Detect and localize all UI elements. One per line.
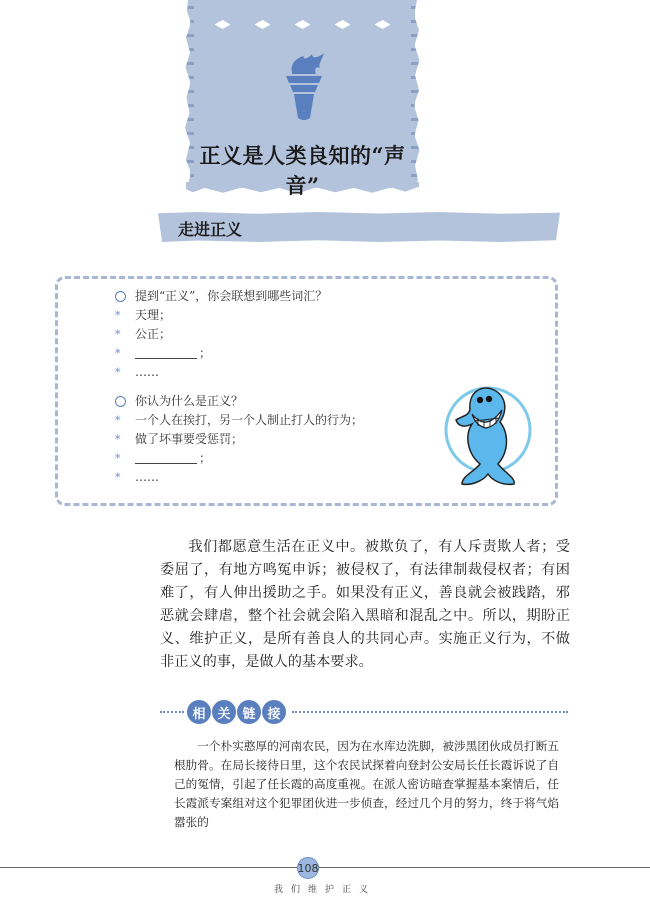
footer-rule — [0, 867, 650, 868]
answer-item: * …… — [115, 363, 363, 382]
title-chip: 相 — [187, 700, 211, 724]
chapter-banner — [190, 0, 415, 198]
body-paragraph: 我们都愿意生活在正义中。被欺负了，有人斥责欺人者；受委屈了，有地方鸣冤申诉；被侵权了，有法律制裁侵权者；有困难了，有人伸出援助之手。如果没有正义，善良就会被践踏，邪恶就会肆虐，整个社会就会陷入黑暗和混乱之中。所以，期盼正义、维护正义，是所有善良人的共同心声。实施正义行为，不做非正义的事，是做人的基本要求。 — [160, 539, 570, 670]
diamond-icon — [375, 20, 391, 29]
circle-bullet-icon — [115, 396, 126, 407]
asterisk-bullet-icon: * — [115, 309, 121, 322]
diamond-icon — [255, 20, 271, 29]
dotted-divider — [292, 711, 568, 713]
related-story-text: 一个朴实憨厚的河南农民，因为在水库边洗脚，被涉黑团伙成员打断五根肋骨。在局长接待日里，这个农民试探着向登封公安局长任长霞诉说了自己的冤情，引起了任长霞的高度重视。在派人密访暗查掌握基本案情后，任长霞派专案组对这个犯罪团伙进一步侦查，经过几个月的努力，终于将气焰嚣张的 — [174, 739, 559, 829]
answer-item: * …… — [115, 468, 363, 487]
section-title: 走进正义 — [178, 220, 243, 239]
answer-item: * 公正； — [115, 325, 363, 344]
answer-item: * 一个人在挨打，另一个人制止打人的行为； — [115, 411, 363, 430]
asterisk-bullet-icon: * — [115, 471, 121, 484]
asterisk-bullet-icon: * — [115, 414, 121, 427]
title-chip: 接 — [262, 700, 286, 724]
answer-item: * 做了坏事要受惩罚； — [115, 430, 363, 449]
title-chip: 链 — [237, 700, 261, 724]
related-links-title — [187, 700, 286, 724]
chapter-title: 正义是人类良知的“声音” — [199, 143, 406, 198]
answer-blank: * ； — [115, 344, 363, 363]
fill-in-blank-line — [135, 454, 197, 464]
asterisk-bullet-icon: * — [115, 328, 121, 341]
asterisk-bullet-icon: * — [115, 452, 121, 465]
diamond-icon — [215, 20, 231, 29]
discussion-questions — [115, 287, 363, 487]
running-title: 我们维护正义 — [273, 885, 376, 895]
smiling-fish-mascot-icon — [438, 380, 538, 492]
fill-in-blank-line — [135, 349, 197, 359]
diamond-icon — [295, 20, 311, 29]
asterisk-bullet-icon: * — [115, 366, 121, 379]
answer-blank: * ； — [115, 449, 363, 468]
torch-icon — [282, 50, 326, 122]
circle-bullet-icon — [115, 291, 126, 302]
question-prompt: 提到“正义”，你会联想到哪些词汇？ — [115, 287, 363, 306]
diamond-row — [190, 20, 415, 29]
diamond-icon — [335, 20, 351, 29]
answer-item: * 天理； — [115, 306, 363, 325]
asterisk-bullet-icon: * — [115, 347, 121, 360]
page-number-badge: 108 — [297, 857, 319, 879]
question-prompt: 你认为什么是正义？ — [115, 392, 363, 411]
asterisk-bullet-icon: * — [115, 433, 121, 446]
dotted-divider — [160, 711, 184, 713]
title-chip: 关 — [212, 700, 236, 724]
related-links-header — [160, 700, 568, 724]
